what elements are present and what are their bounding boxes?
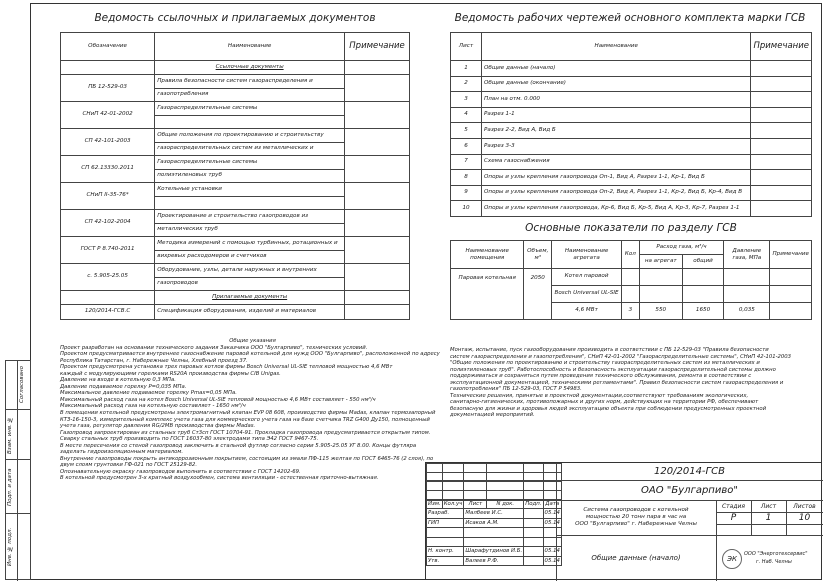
signatures-grid — [426, 463, 562, 566]
col-note: Примечание — [345, 33, 410, 61]
table-row — [451, 201, 812, 217]
col-drawing-name: Наименование — [482, 33, 751, 61]
drawing-name: Разрез 1-1 — [482, 107, 751, 123]
stamp-date: 05.14 — [544, 557, 560, 564]
note-line: Максимальный расход газа на котельную составляет - 1650 нм³/ч — [60, 403, 246, 410]
note-line: КТЗ-16-150-3, измерительный комплекс учета газа для коммерческого учета газа на базе счетчика TRZ G400 Ду150, полноценный — [60, 416, 430, 423]
unit-line3: 4,6 МВт — [552, 303, 622, 320]
stamp-date: 05.14 — [544, 510, 560, 516]
note-line: безопасную для жизни и здоровья людей эксплуатацию объекта при соблюдении предусмотренных проектной — [450, 405, 767, 412]
drawing-name: Общие данные (начало) — [482, 61, 751, 77]
note-line: Монтаж, испытание, пуск газооборудования производить в соответствии с ПБ 12-529-03 "Правила безопасности — [450, 347, 769, 353]
pressure-value: 0,035 — [724, 303, 770, 320]
description-line3: ООО "Булгарпиво" г. Набережные Челны — [575, 521, 697, 527]
stage-header: Стадия — [721, 503, 746, 510]
stamp-role — [427, 528, 464, 538]
ref-code: СП 42-101-2003 — [61, 129, 155, 156]
drawing-sheet-number: 8 — [451, 170, 482, 186]
ref-name-line1: Методика измерений с помощью турбинных, ротационных и — [155, 237, 345, 251]
note-line: Давление на входе в котельную 0,3 МПа. — [60, 377, 176, 384]
note-line: газопотребления" ПБ 12-529-03, ГОСТ Р 54983. — [450, 386, 582, 393]
drawing-sheet-number: 6 — [451, 138, 482, 154]
stamp-person — [464, 528, 524, 538]
col-sheet: Лист — [451, 33, 482, 61]
stamp-role — [427, 537, 464, 547]
unit-line1: Котел паровой — [552, 269, 622, 286]
h-qty: Кол — [621, 241, 639, 269]
sheet-value: 1 — [765, 513, 772, 523]
flow-unit-value: 550 — [639, 303, 682, 320]
references-table — [60, 32, 410, 320]
ref-name-line2 — [155, 196, 345, 210]
table-row — [451, 154, 812, 170]
attached-name: Спецификация оборудования, изделий и материалов — [155, 305, 345, 320]
col-designation: Обозначение — [61, 33, 155, 61]
note-line: "Общие положения по проектированию и строительству газораспределительных систем из металлических и — [450, 360, 760, 367]
drawing-sheet-number: 3 — [451, 92, 482, 108]
col-name: Наименование — [155, 33, 345, 61]
ref-code: СНиП 42-01-2002 — [61, 102, 155, 129]
h-note: Примечание — [770, 241, 812, 269]
side-inv-orig: Инв. № подл. — [7, 527, 13, 567]
h-flow-total: общий — [682, 255, 723, 269]
note-line: Опознавательную окраску газопроводов выполнить в соответствии с ГОСТ 14202-69. — [60, 468, 301, 475]
left-table-title: Ведомость ссылочных и прилагаемых документов — [94, 12, 376, 24]
stamp-header-cell: Кол.уч — [443, 500, 463, 507]
note-line: В месте пересечения со стеной газопровод заключить в стальной футляр согласно серии 5.905-25.05 УГ 8.00. Концы футляра — [60, 442, 417, 449]
drawing-sheet-number: 5 — [451, 123, 482, 139]
stamp-person — [464, 537, 524, 547]
flow-total-value: 1650 — [682, 303, 723, 320]
stamp-person: Шарафутдинов И.Б. — [465, 548, 523, 554]
table-row — [451, 107, 812, 123]
ref-name-line1: Газораспределительные системы — [155, 102, 345, 116]
note-line: В помещении котельной предусмотрены электромагнитный клапан EVP 08 608, производство фирмы Madas, клапан термозапорный — [60, 410, 436, 417]
h-flow: Расход газа, м³/ч — [639, 241, 724, 255]
stamp-date — [543, 528, 561, 538]
company-name: ОАО "Булгарпиво" — [641, 485, 738, 496]
ref-code: с. 5.905-25.05 — [61, 264, 155, 291]
ref-name-line2: газопотребления — [155, 88, 345, 102]
stamp-person: Исаков А.М. — [464, 518, 524, 528]
sheet-title: Общие данные (начало) — [591, 554, 681, 562]
general-notes — [60, 338, 445, 482]
ref-code: СНиП II-35-76* — [61, 183, 155, 210]
note-line: Технические решения, принятые в проектной документации,соответствуют требованиям экологических, — [450, 392, 749, 399]
drawing-name: Общие данные (окончание) — [482, 76, 751, 92]
table-row — [451, 185, 812, 201]
drawing-name: Схема газоснабжения — [482, 154, 751, 170]
note-line: Проектом предусматривается внутреннее газоснабжение паровой котельной для нужд ООО "Булгарпиво", расположенной по адресу — [60, 351, 440, 358]
stamp-person: Валеев Р.Ф. — [464, 556, 524, 566]
stamp-header-cell: N док. — [487, 500, 524, 509]
description-line1: Система газопроводов с котельной — [583, 507, 689, 513]
unit-line2: Bosch Universal UL-SIE — [552, 286, 622, 303]
drawing-sheet-number: 4 — [451, 107, 482, 123]
note-line: Сварку стальных труб производить по ГОСТ 16037-80 электродами типа Э42 ГОСТ 9467-75. — [60, 436, 319, 443]
params-table — [450, 240, 812, 320]
ref-name-line2 — [155, 115, 345, 129]
org-name: ООО "Энерготехсервис" — [744, 551, 808, 557]
note-line: санитарно-гигиенических, противопожарных и других норм, действующих на территории РФ, обеспечивают — [450, 399, 759, 406]
sheets-value: 10 — [798, 513, 811, 523]
drawing-sheet-number: 1 — [451, 61, 482, 77]
note-line: полиэтиленовых труб". Работоспособность и безопасность эксплуатации газораспределительной системы должно — [450, 366, 776, 373]
drawing-name: Опоры и узлы крепления газопровода Оп-1, Вид А, Разрез 1-1, Кр-1, Вид Б — [482, 170, 751, 186]
drawing-name: План на отм. 0.000 — [482, 92, 751, 108]
drawing-sheet-number: 2 — [451, 76, 482, 92]
stamp-role: Утв. — [427, 556, 464, 566]
drawing-name: Опоры и узлы крепления газопровода, Кр-6, Вид Б, Кр-5, Вид А, Кр-3, Кр-7, Разрез 1-1 — [482, 201, 751, 217]
doc-code: 120/2014-ГСВ — [654, 466, 725, 477]
sheets-header: Листов — [793, 503, 816, 510]
stamp-role: Разраб. — [427, 509, 464, 519]
h-flow-unit: на агрегат — [639, 255, 682, 269]
note-line: документацией мероприятий. — [450, 412, 535, 419]
col-drawing-note: Примечание — [751, 33, 812, 61]
drawing-sheet-number: 10 — [451, 201, 482, 217]
stage-value: Р — [730, 513, 737, 523]
sheet-header: Лист — [760, 503, 777, 510]
side-inv-repl: Взам. инв. № — [7, 416, 13, 454]
description-line2: мощностью 20 тонн пара в час на — [585, 514, 687, 520]
stamp-date: 05.14 — [544, 519, 560, 526]
ref-name-line1: Проектирование и строительство газопроводов из — [155, 210, 345, 224]
ref-name-line2: полиэтиленовых труб — [155, 169, 345, 183]
org-city: г. Наб. Челны — [756, 559, 792, 565]
table-row — [451, 61, 812, 77]
note-line: Максимальное давление подаваемое горелку Pmax=0,05 МПа. — [60, 390, 237, 397]
note-line: двум слоям грунтовки ГФ-021 по ГОСТ 25129-82. — [60, 462, 198, 469]
drawing-sheet-number: 9 — [451, 185, 482, 201]
drawings-table — [450, 32, 812, 217]
ref-code: СП 42-102-2004 — [61, 210, 155, 237]
section-attached: Прилагаемые документы — [155, 291, 345, 305]
note-line: учета газа, регулятор давления RG/2MB производства фирмы Madas. — [60, 423, 256, 430]
drawing-name: Разрез 3-3 — [482, 138, 751, 154]
stamp-date: 05.14 — [544, 548, 560, 554]
note-line: систем газораспределения и газопотребления", СНиП 42-01-2002 "Газораспределительные системы", СНиП 42-101-2003 — [450, 353, 792, 360]
stamp-date — [543, 537, 561, 547]
table-row — [451, 123, 812, 139]
note-line: Газопровод запроектирован из стальных труб Ст3сп ГОСТ 10704-91. Прокладка газопровода предусматривается открытым типом. — [60, 429, 431, 436]
ref-code: СП 62.13330.2011 — [61, 156, 155, 183]
volume-value: 2050 — [524, 269, 552, 320]
section-references: Ссылочные документы — [155, 61, 345, 75]
note-line: Проект разработан на основании технического задания Заказчика ООО "Булгарпиво", технических условий. — [60, 344, 368, 351]
note-line: каждый с модулирующими горелками RS20A производства фирмы CIB Unigas. — [60, 370, 281, 377]
installation-notes — [450, 347, 812, 419]
note-line: поддерживаться и сохраняться путем проведения технического обслуживания, ремонта в соответствии с — [450, 373, 752, 380]
notes-heading: Общие указания — [229, 338, 276, 344]
drawing-name: Опоры и узлы крепления газопровода Оп-2, Вид А, Разрез 1-1, Кр-2, Вид Б, Кр-4, Вид В — [482, 185, 751, 201]
note-line: Давление подаваемое горелку Р=0,035 МПа. — [60, 383, 187, 390]
right-table-title: Ведомость рабочих чертежей основного комплекта марки ГСВ — [454, 12, 806, 24]
h-volume: Объем, м³ — [524, 241, 552, 269]
note-line: Внутренние газопроводы покрыть антикоррозионным покрытием, состоящим из эмали ПФ-115 желтая по ГОСТ 6465-76 (2 слоя), по — [60, 455, 434, 462]
drawing-sheet-number: 7 — [451, 154, 482, 170]
side-agreed: Согласовано — [19, 366, 25, 404]
stamp-header-cell: Подп. — [525, 500, 542, 507]
table-row — [451, 76, 812, 92]
stamp-header-cell: Дата — [543, 500, 561, 509]
ref-name-line1: Газораспределительные системы — [155, 156, 345, 170]
table-row — [451, 138, 812, 154]
note-line: Максимальный расход газа на котел Bosch Universal UL-SIE тепловой мощностью 4,6 МВт составляет - 550 нм³/ч — [60, 396, 376, 403]
note-line: эксплуатационной документацией, техническими регламентами". Правил безопасности систем газораспределения и — [450, 379, 784, 386]
params-title: Основные показатели по разделу ГСВ — [525, 222, 737, 234]
ref-code: ГОСТ Р 8.740-2011 — [61, 237, 155, 264]
side-sign-date: Подп. и дата — [7, 468, 13, 506]
ref-name-line1: Общие положения по проектированию и строительству — [155, 129, 345, 143]
stamp-person: Малбеев И.С. — [464, 509, 524, 519]
note-line: заделать гидроизоляционным материалом. — [60, 449, 184, 456]
attached-code: 120/2014-ГСВ.С — [61, 305, 155, 320]
side-strip — [5, 360, 31, 580]
stamp-role: Н. контр. — [427, 547, 464, 557]
qty-value: 3 — [621, 303, 639, 320]
h-pressure: Давление газа, МПа — [724, 241, 770, 269]
h-unit: Наименование агрегата — [552, 241, 622, 269]
drawing-name: Разрез 2-2, Вид А, Вид Б — [482, 123, 751, 139]
note-line: Республика Татарстан, г. Набережные Челны, Хлебный проезд 37. — [60, 357, 248, 364]
note-line: Проектом предусмотрена установка трех паровых котлов фирмы Bosch Universal UL-SIE тепловой мощностью 4,6 МВт — [60, 364, 393, 371]
ref-name-line1: Оборудование, узлы, детали наружных и внутренних — [155, 264, 345, 278]
room-value: Паровая котельная — [451, 269, 524, 320]
ref-name-line1: Правила безопасности систем газораспределения и — [155, 75, 345, 89]
stamp-role: ГИП — [427, 518, 464, 528]
ref-name-line2: газопроводов — [155, 277, 345, 291]
table-row — [451, 92, 812, 108]
ref-name-line2: металлических труб — [155, 223, 345, 237]
note-line: В котельной предусмотрен 3-х кратный воздухообмен, система вентиляции - естественная приточно-вытяжная. — [60, 475, 379, 482]
ref-code: ПБ 12-529-03 — [61, 75, 155, 102]
stamp-header-cell: Изм. — [428, 500, 441, 507]
ref-name-line1: Котельные установки — [155, 183, 345, 197]
ref-name-line2: газораспределительных систем из металлических и — [155, 142, 345, 156]
title-block — [425, 462, 822, 580]
h-room: Наименование помещения — [451, 241, 524, 269]
table-row — [451, 170, 812, 186]
stamp-header-cell: Лист — [464, 500, 487, 509]
ref-name-line2: вихревых расходомеров и счетчиков — [155, 250, 345, 264]
company-logo: ЭК — [722, 549, 742, 569]
